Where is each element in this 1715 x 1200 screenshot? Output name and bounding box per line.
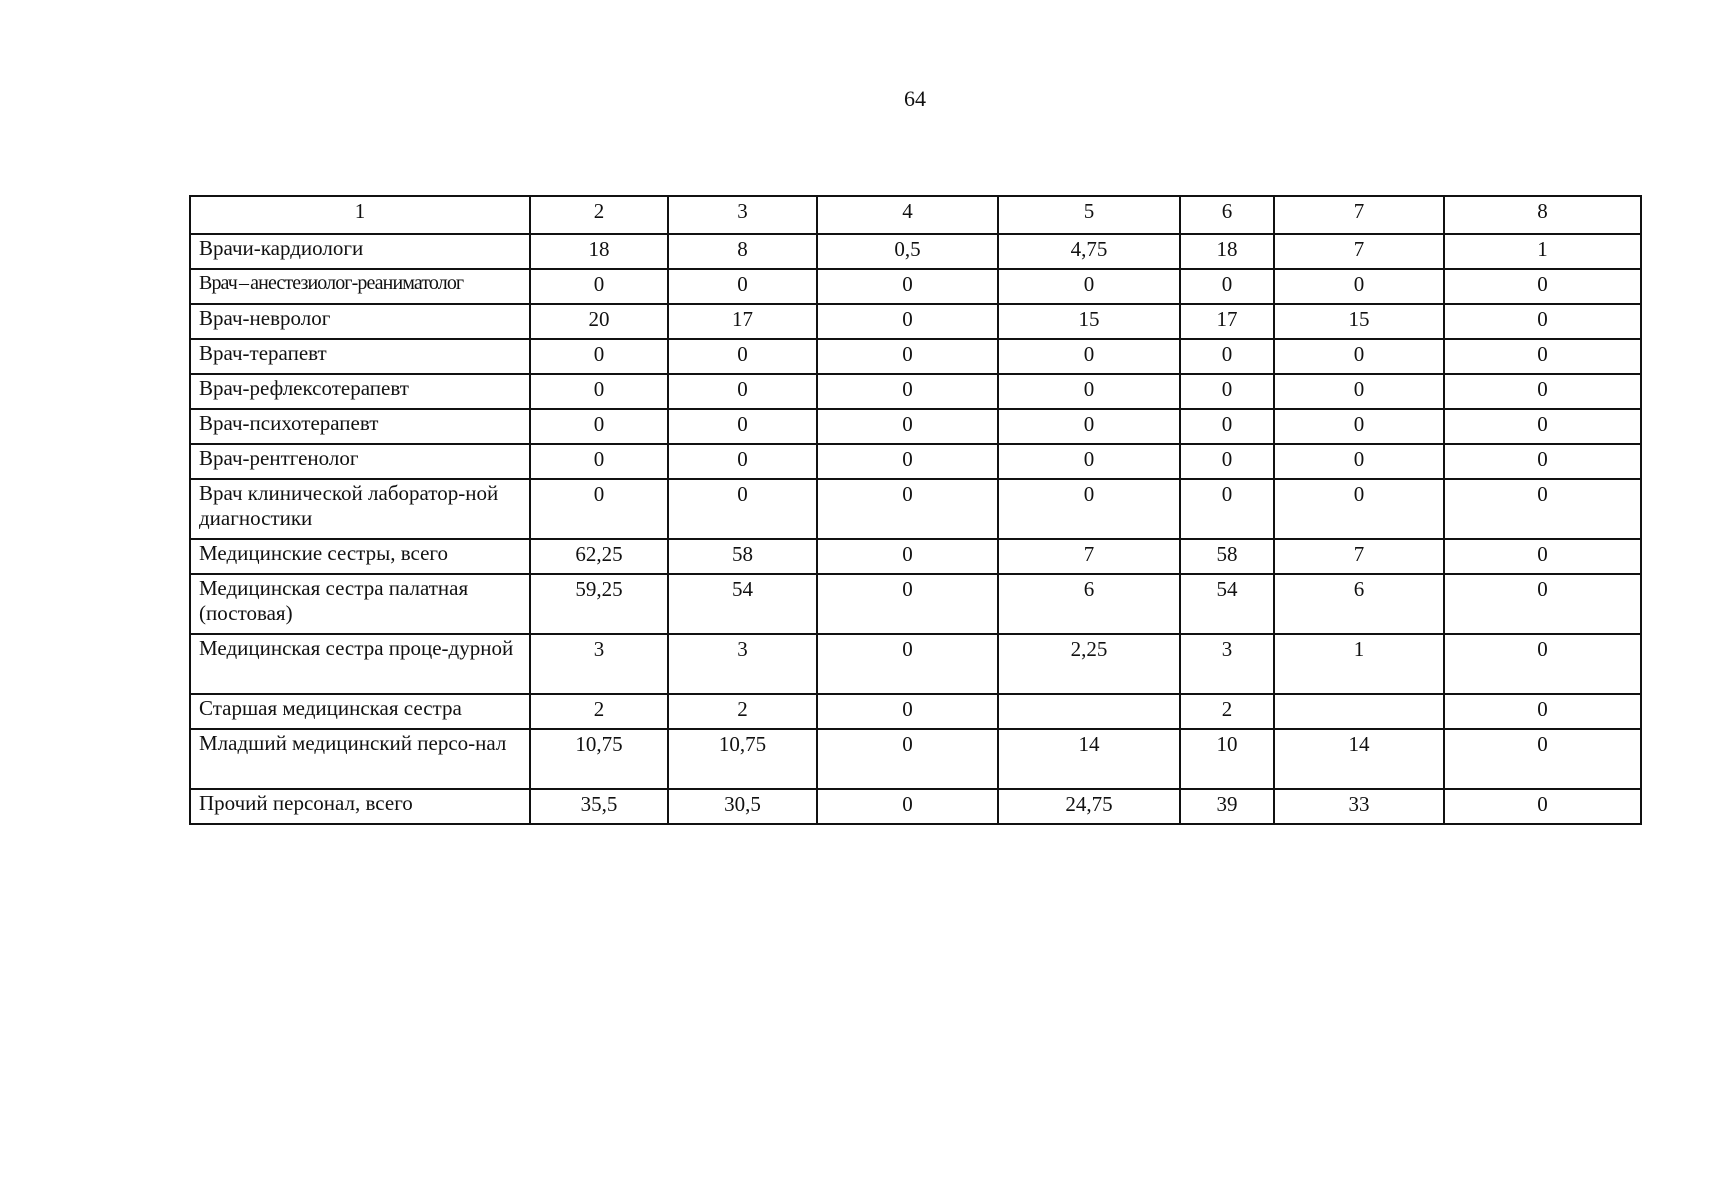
- table-row: [190, 444, 1641, 479]
- table-cell: 0: [668, 269, 817, 304]
- table-cell: 0: [1444, 269, 1641, 304]
- header-cell: 2: [530, 196, 668, 234]
- table-row: [190, 339, 1641, 374]
- table-cell: 14: [1274, 729, 1444, 789]
- table-cell: 17: [668, 304, 817, 339]
- table-cell: 0: [817, 269, 998, 304]
- header-cell: 7: [1274, 196, 1444, 234]
- page-number: 64: [904, 86, 926, 111]
- table-row: [190, 574, 1641, 634]
- table-cell: 7: [998, 539, 1180, 574]
- table-cell: 0: [1274, 339, 1444, 374]
- table-cell: 33: [1274, 789, 1444, 824]
- table-cell: 35,5: [530, 789, 668, 824]
- table-cell: 0: [1180, 479, 1274, 539]
- table-cell: 0: [1444, 479, 1641, 539]
- table-cell: 8: [668, 234, 817, 269]
- table-cell: 39: [1180, 789, 1274, 824]
- table-cell: 0: [817, 339, 998, 374]
- table-cell: 14: [998, 729, 1180, 789]
- row-label: Врач-рефлексотерапевт: [190, 374, 530, 409]
- table-cell: 0: [817, 374, 998, 409]
- row-label: Медицинская сестра палатная (постовая): [190, 574, 530, 634]
- row-label: Врач – анестезиолог-реаниматолог: [190, 269, 530, 304]
- table-cell: 0: [998, 269, 1180, 304]
- table-cell: 0: [530, 339, 668, 374]
- row-label: Врач-рентгенолог: [190, 444, 530, 479]
- table-cell: 7: [1274, 539, 1444, 574]
- table-cell: 0: [668, 444, 817, 479]
- table-cell: 0: [1274, 479, 1444, 539]
- table-cell: 0,5: [817, 234, 998, 269]
- table-cell: 6: [1274, 574, 1444, 634]
- table-cell: 24,75: [998, 789, 1180, 824]
- table-row: [190, 409, 1641, 444]
- table-row: [190, 634, 1641, 694]
- table-cell: 0: [530, 374, 668, 409]
- table-cell: 0: [1180, 374, 1274, 409]
- table-row: [190, 479, 1641, 539]
- table-cell: 3: [1180, 634, 1274, 694]
- table-cell: 2: [668, 694, 817, 729]
- row-label: Старшая медицинская сестра: [190, 694, 530, 729]
- table-cell: 30,5: [668, 789, 817, 824]
- header-cell: 1: [190, 196, 530, 234]
- table-cell: 0: [1180, 269, 1274, 304]
- table-cell: 0: [998, 374, 1180, 409]
- table-cell: 0: [1444, 409, 1641, 444]
- table-cell: 0: [1180, 339, 1274, 374]
- table-cell: 4,75: [998, 234, 1180, 269]
- table-cell: 0: [668, 409, 817, 444]
- table-cell: 58: [668, 539, 817, 574]
- table-cell: 0: [1274, 409, 1444, 444]
- table-cell: 10: [1180, 729, 1274, 789]
- table-cell: 0: [998, 444, 1180, 479]
- table-row: [190, 729, 1641, 789]
- table-cell: 2,25: [998, 634, 1180, 694]
- table-cell: 0: [1444, 694, 1641, 729]
- table-row: [190, 539, 1641, 574]
- table-cell: 2: [1180, 694, 1274, 729]
- table-cell: 0: [668, 479, 817, 539]
- table-cell: 0: [1180, 409, 1274, 444]
- table-row: [190, 789, 1641, 824]
- table-cell: 1: [1444, 234, 1641, 269]
- table-cell: 0: [998, 479, 1180, 539]
- table-cell: 59,25: [530, 574, 668, 634]
- table-cell: 0: [1274, 444, 1444, 479]
- row-label: Медицинская сестра проце-дурной: [190, 634, 530, 694]
- row-label: Младший медицинский персо-нал: [190, 729, 530, 789]
- table-cell: 1: [1274, 634, 1444, 694]
- table-cell: 0: [817, 409, 998, 444]
- table-cell: 10,75: [668, 729, 817, 789]
- table-cell: 6: [998, 574, 1180, 634]
- table-cell: 18: [530, 234, 668, 269]
- table-row: [190, 694, 1641, 729]
- table-cell: 3: [668, 634, 817, 694]
- header-cell: 6: [1180, 196, 1274, 234]
- table-cell: 0: [530, 269, 668, 304]
- table-row: [190, 304, 1641, 339]
- row-label: Врач-невролог: [190, 304, 530, 339]
- table-row: [190, 269, 1641, 304]
- table-cell: 20: [530, 304, 668, 339]
- table-header-row: [190, 196, 1641, 234]
- table-cell: 0: [817, 304, 998, 339]
- table-cell: 0: [530, 479, 668, 539]
- table-cell: 0: [1444, 539, 1641, 574]
- table-cell: 0: [530, 444, 668, 479]
- table-cell: 18: [1180, 234, 1274, 269]
- table-cell: 0: [1444, 444, 1641, 479]
- row-label: Прочий персонал, всего: [190, 789, 530, 824]
- table-cell: 0: [998, 339, 1180, 374]
- table-cell: 0: [1444, 634, 1641, 694]
- table-cell: 0: [998, 409, 1180, 444]
- row-label: Врачи-кардиологи: [190, 234, 530, 269]
- table-cell: 0: [1444, 789, 1641, 824]
- table-cell: 0: [817, 479, 998, 539]
- table-cell: 0: [1274, 374, 1444, 409]
- table-cell: 0: [1444, 304, 1641, 339]
- table-cell: 58: [1180, 539, 1274, 574]
- table-cell: 0: [530, 409, 668, 444]
- table-cell: 0: [1444, 574, 1641, 634]
- table-cell: 17: [1180, 304, 1274, 339]
- table-cell: 0: [1444, 374, 1641, 409]
- header-cell: 5: [998, 196, 1180, 234]
- table-cell: 0: [817, 574, 998, 634]
- table-row: [190, 234, 1641, 269]
- row-label: Врач-терапевт: [190, 339, 530, 374]
- table-cell: 0: [817, 729, 998, 789]
- table-cell: 7: [1274, 234, 1444, 269]
- header-cell: 8: [1444, 196, 1641, 234]
- table-cell: [998, 694, 1180, 729]
- table-cell: 0: [817, 789, 998, 824]
- table-cell: 15: [998, 304, 1180, 339]
- table-cell: 0: [817, 444, 998, 479]
- table-row: [190, 374, 1641, 409]
- row-label: Врач-психотерапевт: [190, 409, 530, 444]
- table-cell: 0: [1444, 729, 1641, 789]
- row-label: Медицинские сестры, всего: [190, 539, 530, 574]
- table-cell: 0: [1180, 444, 1274, 479]
- table-cell: 0: [1444, 339, 1641, 374]
- table-cell: [1274, 694, 1444, 729]
- table-cell: 0: [817, 539, 998, 574]
- table-cell: 0: [1274, 269, 1444, 304]
- header-cell: 3: [668, 196, 817, 234]
- table-cell: 2: [530, 694, 668, 729]
- table-cell: 62,25: [530, 539, 668, 574]
- row-label: Врач клинической лаборатор-ной диагностики: [190, 479, 530, 539]
- table-cell: 54: [668, 574, 817, 634]
- staffing-table: [189, 195, 1642, 825]
- table-cell: 0: [668, 374, 817, 409]
- header-cell: 4: [817, 196, 998, 234]
- table-cell: 10,75: [530, 729, 668, 789]
- table-cell: 0: [668, 339, 817, 374]
- table-cell: 3: [530, 634, 668, 694]
- table-cell: 0: [817, 634, 998, 694]
- table-cell: 54: [1180, 574, 1274, 634]
- table-cell: 15: [1274, 304, 1444, 339]
- table-cell: 0: [817, 694, 998, 729]
